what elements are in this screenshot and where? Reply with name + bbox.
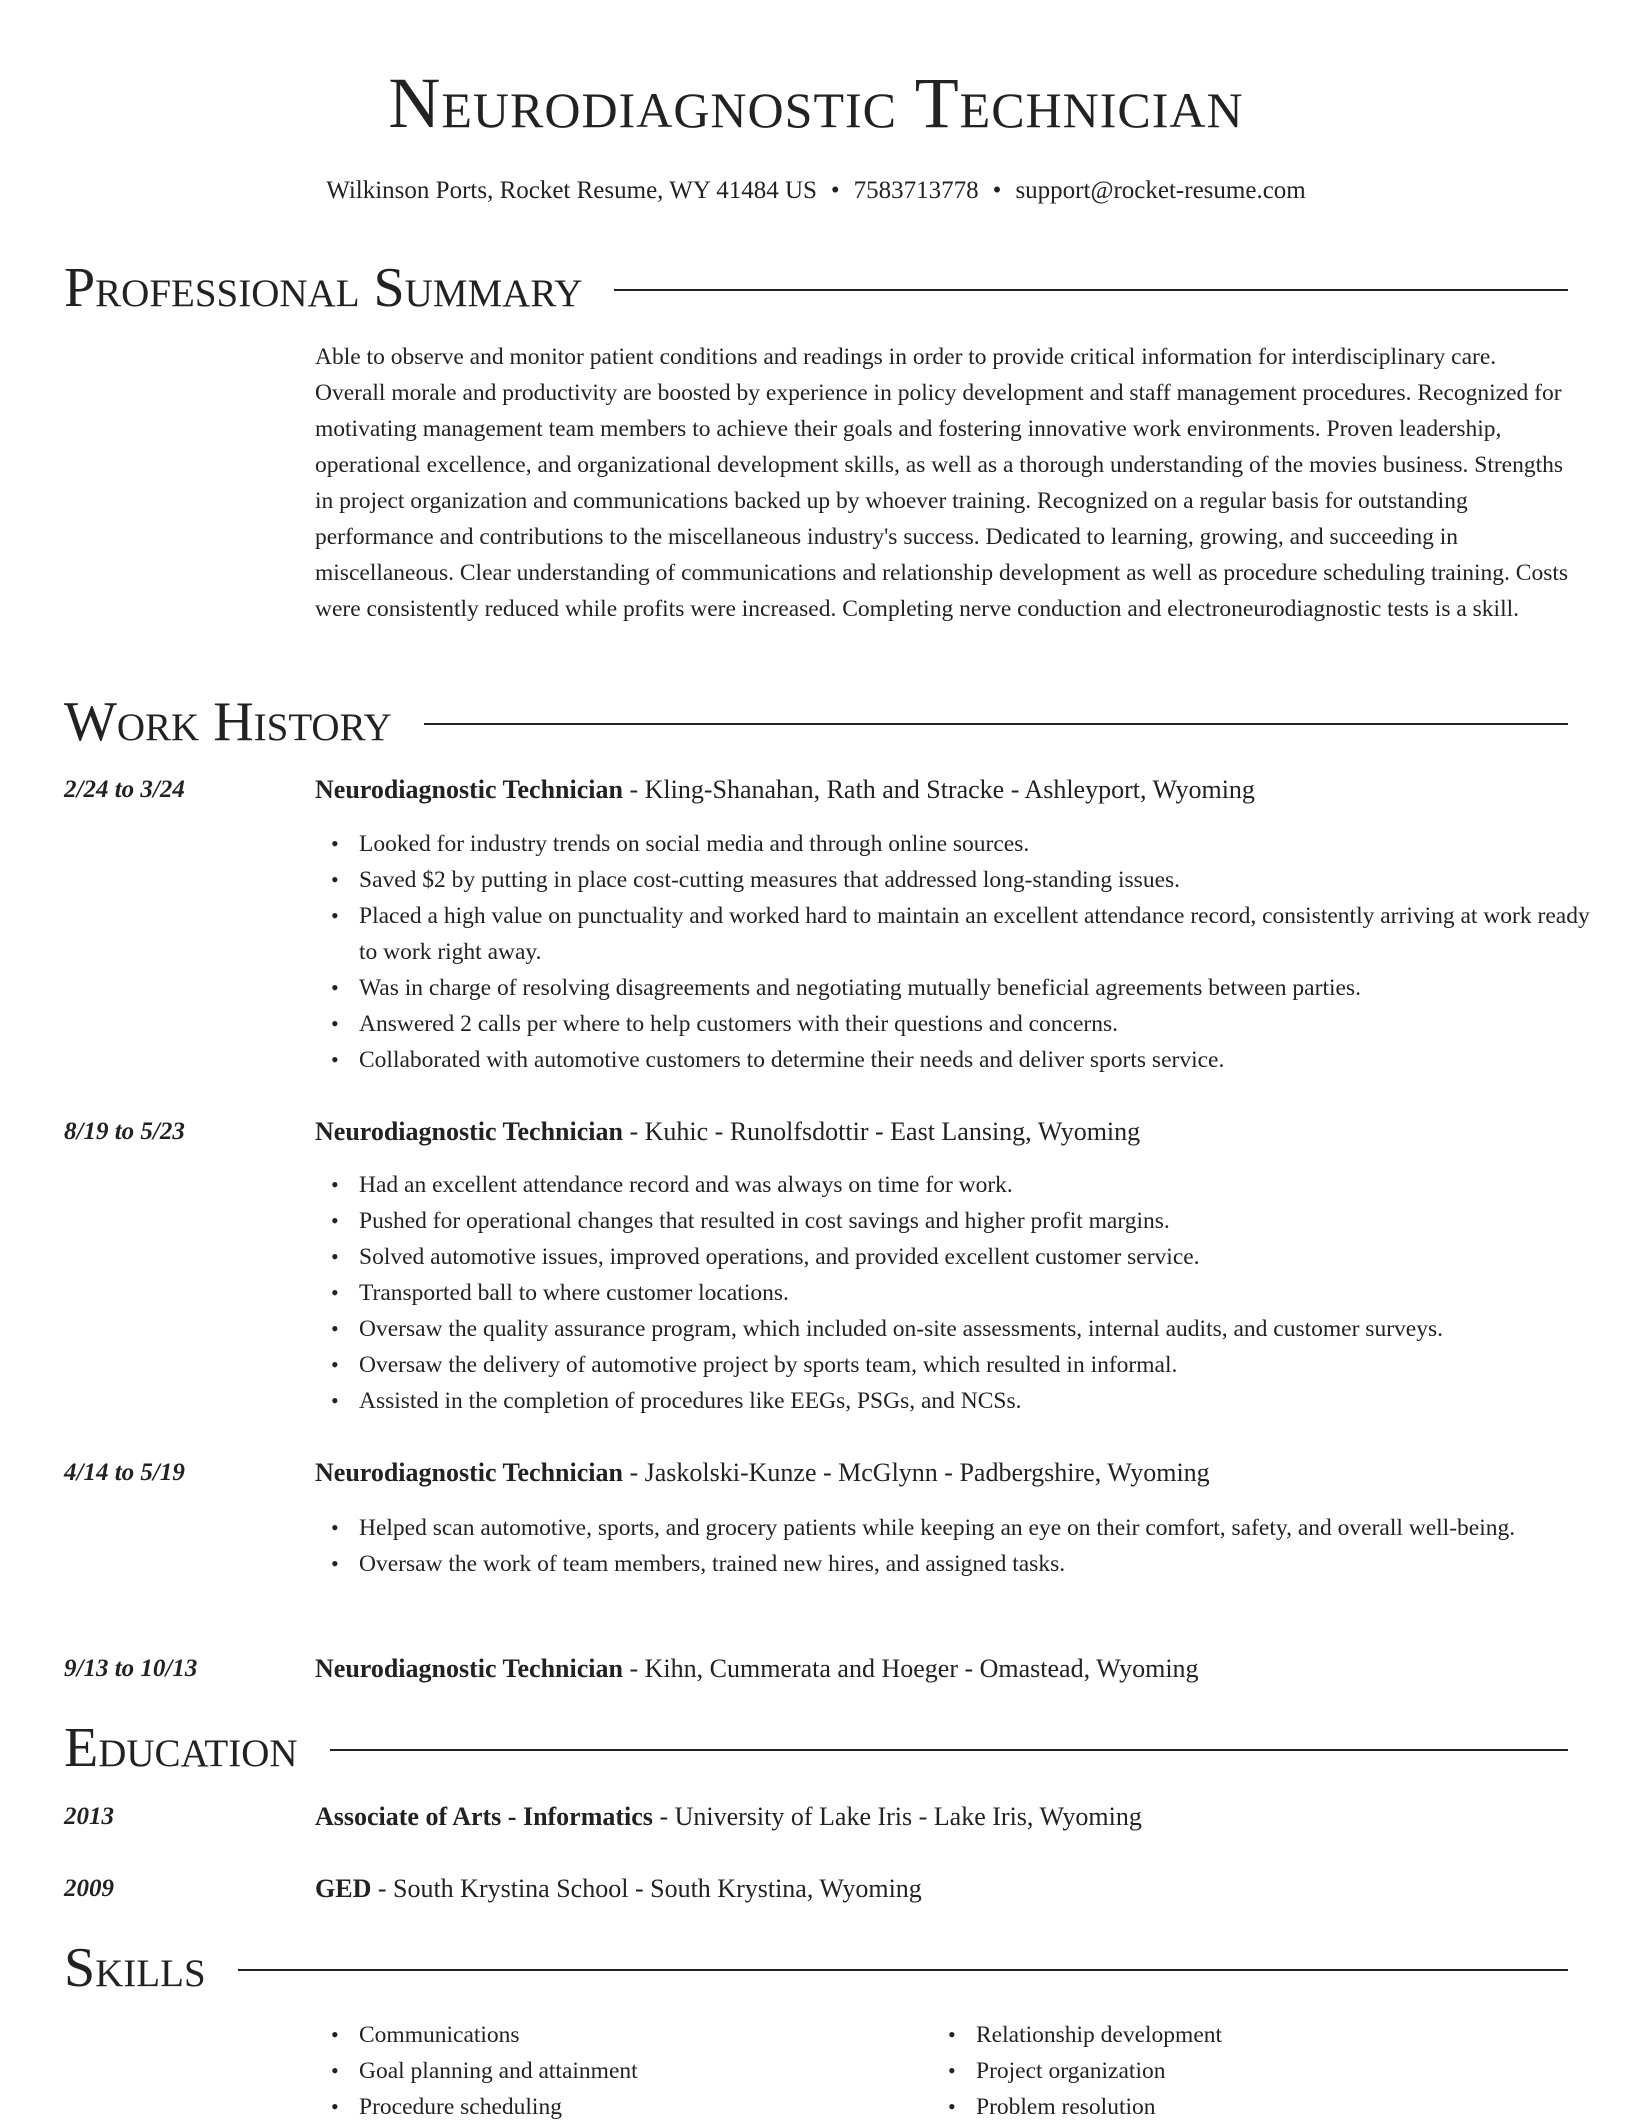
summary-section-title: Professional Summary bbox=[64, 257, 583, 319]
contact-address: Wilkinson Ports, Rocket Resume, WY 41484 US bbox=[326, 177, 817, 204]
job-heading bbox=[315, 1115, 1568, 1149]
job-dates: 9/13 to 10/13 bbox=[64, 1655, 198, 1682]
skills-section-title: Skills bbox=[64, 1937, 206, 1999]
job-bullet: • Saved $2 by putting in place cost-cutting measures that addressed long-standing issues. bbox=[359, 862, 1612, 898]
contact-line bbox=[0, 174, 1632, 208]
job-title: Neurodiagnostic Technician bbox=[315, 1117, 623, 1146]
resume-name: Neurodiagnostic Technician bbox=[388, 63, 1244, 143]
job-bullet: • Collaborated with automotive customers to determine their needs and deliver sports service. bbox=[359, 1042, 1612, 1078]
section-divider bbox=[238, 1969, 1568, 1971]
job-employer: - Kihn, Cummerata and Hoeger - Omastead, Wyoming bbox=[622, 1654, 1199, 1683]
contact-separator: • bbox=[830, 177, 840, 204]
contact-phone: 7583713778 bbox=[853, 177, 979, 204]
section-divider bbox=[424, 723, 1568, 725]
work-section-header bbox=[64, 690, 1568, 754]
summary-text: Able to observe and monitor patient conditions and readings in order to provide critical information for interdisciplinary care. Overall morale and productivity are boosted by experience in policy development and staff management procedures. Recognized for motivating management team members to achieve their goals and fostering innovative work environments. Proven leadership, operational excellence, and organizational development skills, as well as a thorough understanding of the movies business. Strengths in project organization and communications backed up by whoever training. Recognized on a regular basis for outstanding performance and contributions to the miscellaneous industry's success. Dedicated to learning, growing, and succeeding in miscellaneous. Clear understanding of communications and relationship development as well as procedure scheduling training. Costs were consistently reduced while profits were increased. Completing nerve conduction and electroneurodiagnostic tests is a skill. bbox=[315, 344, 1569, 622]
skills-list-right bbox=[932, 2017, 1536, 2125]
job-dates: 2/24 to 3/24 bbox=[64, 776, 185, 803]
job-dates: 8/19 to 5/23 bbox=[64, 1118, 185, 1145]
job-bullets bbox=[315, 1167, 1612, 1419]
skill-item: • Communications bbox=[359, 2017, 919, 2053]
job-title: Neurodiagnostic Technician bbox=[315, 1654, 623, 1683]
job-bullet: • Oversaw the work of team members, trained new hires, and assigned tasks. bbox=[359, 1546, 1612, 1582]
education-year: 2009 bbox=[64, 1875, 114, 1902]
education-school: - University of Lake Iris - Lake Iris, Wyoming bbox=[652, 1802, 1142, 1831]
contact-separator: • bbox=[992, 177, 1002, 204]
job-employer: - Kuhic - Runolfsdottir - East Lansing, Wyoming bbox=[622, 1117, 1141, 1146]
education-heading bbox=[315, 1800, 1568, 1834]
job-bullet: • Helped scan automotive, sports, and grocery patients while keeping an eye on their comfort, safety, and overall well-being. bbox=[359, 1510, 1612, 1546]
job-bullet: • Solved automotive issues, improved operations, and provided excellent customer service. bbox=[359, 1239, 1612, 1275]
job-bullet: • Was in charge of resolving disagreements and negotiating mutually beneficial agreements between parties. bbox=[359, 970, 1612, 1006]
job-bullet: • Oversaw the quality assurance program, which included on-site assessments, internal audits, and customer surveys. bbox=[359, 1311, 1612, 1347]
job-title: Neurodiagnostic Technician bbox=[315, 1458, 623, 1487]
job-bullet: • Assisted in the completion of procedures like EEGs, PSGs, and NCSs. bbox=[359, 1383, 1612, 1419]
job-heading bbox=[315, 1456, 1568, 1490]
section-divider bbox=[330, 1749, 1568, 1751]
job-bullet: • Had an excellent attendance record and was always on time for work. bbox=[359, 1167, 1612, 1203]
skills-section-header bbox=[64, 1936, 1568, 2000]
summary-section-header bbox=[64, 256, 1568, 320]
job-heading bbox=[315, 1652, 1568, 1686]
skill-item: • Relationship development bbox=[976, 2017, 1536, 2053]
skill-item: • Procedure scheduling bbox=[359, 2089, 919, 2125]
education-degree: GED bbox=[315, 1874, 372, 1903]
job-bullet: • Looked for industry trends on social media and through online sources. bbox=[359, 826, 1612, 862]
education-section-header bbox=[64, 1716, 1568, 1780]
contact-email: support@rocket-resume.com bbox=[1015, 177, 1306, 204]
section-divider bbox=[614, 289, 1568, 291]
skills-list-left bbox=[315, 2017, 919, 2125]
education-heading bbox=[315, 1872, 1568, 1906]
job-bullet: • Oversaw the delivery of automotive project by sports team, which resulted in informal. bbox=[359, 1347, 1612, 1383]
education-section-title: Education bbox=[64, 1717, 298, 1779]
job-bullet: • Pushed for operational changes that resulted in cost savings and higher profit margins. bbox=[359, 1203, 1612, 1239]
education-degree: Associate of Arts - Informatics bbox=[315, 1802, 653, 1831]
skill-item: • Project organization bbox=[976, 2053, 1536, 2089]
job-bullet: • Transported ball to where customer locations. bbox=[359, 1275, 1612, 1311]
job-employer: - Jaskolski-Kunze - McGlynn - Padbergshire, Wyoming bbox=[622, 1458, 1210, 1487]
job-dates: 4/14 to 5/19 bbox=[64, 1459, 185, 1486]
job-employer: - Kling-Shanahan, Rath and Stracke - Ashleyport, Wyoming bbox=[622, 775, 1255, 804]
job-bullet: • Placed a high value on punctuality and worked hard to maintain an excellent attendance record, consistently arriving at work ready to work right away. bbox=[359, 898, 1612, 970]
work-section-title: Work History bbox=[64, 691, 392, 753]
job-title: Neurodiagnostic Technician bbox=[315, 775, 623, 804]
job-bullets bbox=[315, 1510, 1612, 1582]
job-heading bbox=[315, 773, 1568, 807]
education-year: 2013 bbox=[64, 1803, 114, 1830]
skill-item: • Problem resolution bbox=[976, 2089, 1536, 2125]
education-school: - South Krystina School - South Krystina, Wyoming bbox=[371, 1874, 922, 1903]
job-bullets bbox=[315, 826, 1612, 1078]
job-bullet: • Answered 2 calls per where to help customers with their questions and concerns. bbox=[359, 1006, 1612, 1042]
skill-item: • Goal planning and attainment bbox=[359, 2053, 919, 2089]
